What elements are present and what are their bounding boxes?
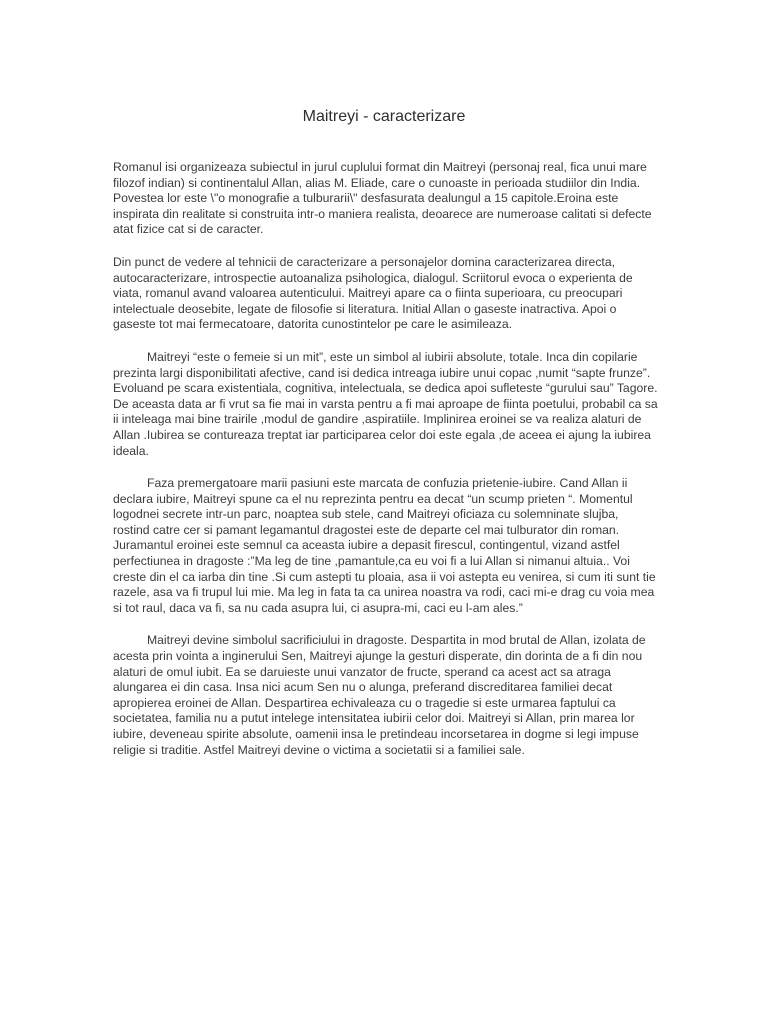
document-body bbox=[113, 160, 658, 775]
paragraph-4: Faza premergatoare marii pasiuni este marcata de confuzia prietenie-iubire. Cand Allan ii declara iubire, Maitreyi spune ca el nu reprezinta pentru ea decat “un scump prieten “. Momentul logodnei secrete intr-un parc, noaptea sub stele, cand Maitreyi oficiaza cu solemninate slujba, rostind catre cer si pamant legamantul dragostei este de departe cel mai tulburator din roman. Juramantul eroinei este semnul ca aceasta iubire a depasit firescul, contingentul, vizand astfel perfectiunea in dragoste :”Ma leg de tine ,pamantule,ca eu voi fi a lui Allan si nimanui altuia.. Voi creste din el ca iarba din tine .Si cum astepti tu ploaia, asa ii voi astepta eu venirea, si cum iti sunt tie razele, asa va fi trupul lui mie. Ma leg in fata ta ca unirea noastra va rodi, caci mi-e drag cu voia mea si tot raul, daca va fi, sa nu cada asupra lui, ci asupra-mi, caci eu l-am ales.” bbox=[113, 476, 656, 615]
paragraph-2: Din punct de vedere al tehnicii de caracterizare a personajelor domina caracterizarea directa, autocaracterizare, introspectie autoanaliza psihologica, dialogul. Scriitorul evoca o experienta de viata, romanul avand valoarea autenticului. Maitreyi apare ca o fiinta superioara, cu preocupari intelectuale deosebite, legate de filosofie si literatura. Initial Allan o gaseste inatractiva. Apoi o gaseste tot mai fermecatoare, datorita cunostintelor pe care le asimileaza. bbox=[113, 254, 633, 332]
paragraph-5: Maitreyi devine simbolul sacrificiului in dragoste. Despartita in mod brutal de Allan, izolata de acesta prin vointa a inginerului Sen, Maitreyi ajunge la gesturi disperate, din dorinta de a fi din nou alaturi de omul iubit. Ea se daruieste unui vanzator de fructe, sperand ca acest act sa atraga alungarea ei din casa. Insa nici acum Sen nu o alunga, preferand discreditarea familiei decat apropierea eroinei de Allan. Despartirea echivaleaza cu o tragedie si este urmarea faptului ca societatea, familia nu a putut intelege intensitatea iubirii celor doi. Maitreyi si Allan, prin marea lor iubire, deveneau spirite absolute, oamenii insa le pretindeau incorsetarea in dogme si legi impuse religie si traditie. Astfel Maitreyi devine o victima a societatii si a familiei sale. bbox=[113, 633, 646, 757]
paragraph-1: Romanul isi organizeaza subiectul in jurul cuplului format din Maitreyi (personaj real, fica unui mare filozof indian) si continentalul Allan, alias M. Eliade, care o cunoaste in perioada studiilor din India. Povestea lor este \"o monografie a tulburarii\" desfasurata dealungul a 15 capitole.Eroina este inspirata din realitate si construita intr-o maniera realista, deoarece are numeroase calitati si defecte atat fizice cat si de caracter. bbox=[113, 160, 652, 237]
document-title: Maitreyi - caracterizare bbox=[302, 108, 466, 125]
paragraph-3: Maitreyi “este o femeie si un mit”, este un simbol al iubirii absolute, totale. Inca din copilarie prezinta largi disponibilitati afective, cand isi dedica intreaga iubire unui copac ,numit “sapte frunze”. Evoluand pe scara existentiala, cognitiva, intelectuala, se dedica apoi sufleteste “gurului sau” Tagore. De aceasta data ar fi vrut sa fie mai in varsta pentru a fi mai aproape de fiinta poetului, probabil ca sa ii inteleaga mai bine trairile ,modul de gandire ,aspiratiile. Implinirea eroinei se va realiza alaturi de Allan .Iubirea se contureaza treptat iar participarea celor doi este egala ,de aceea ei ajung la iubirea ideala. bbox=[113, 349, 658, 458]
